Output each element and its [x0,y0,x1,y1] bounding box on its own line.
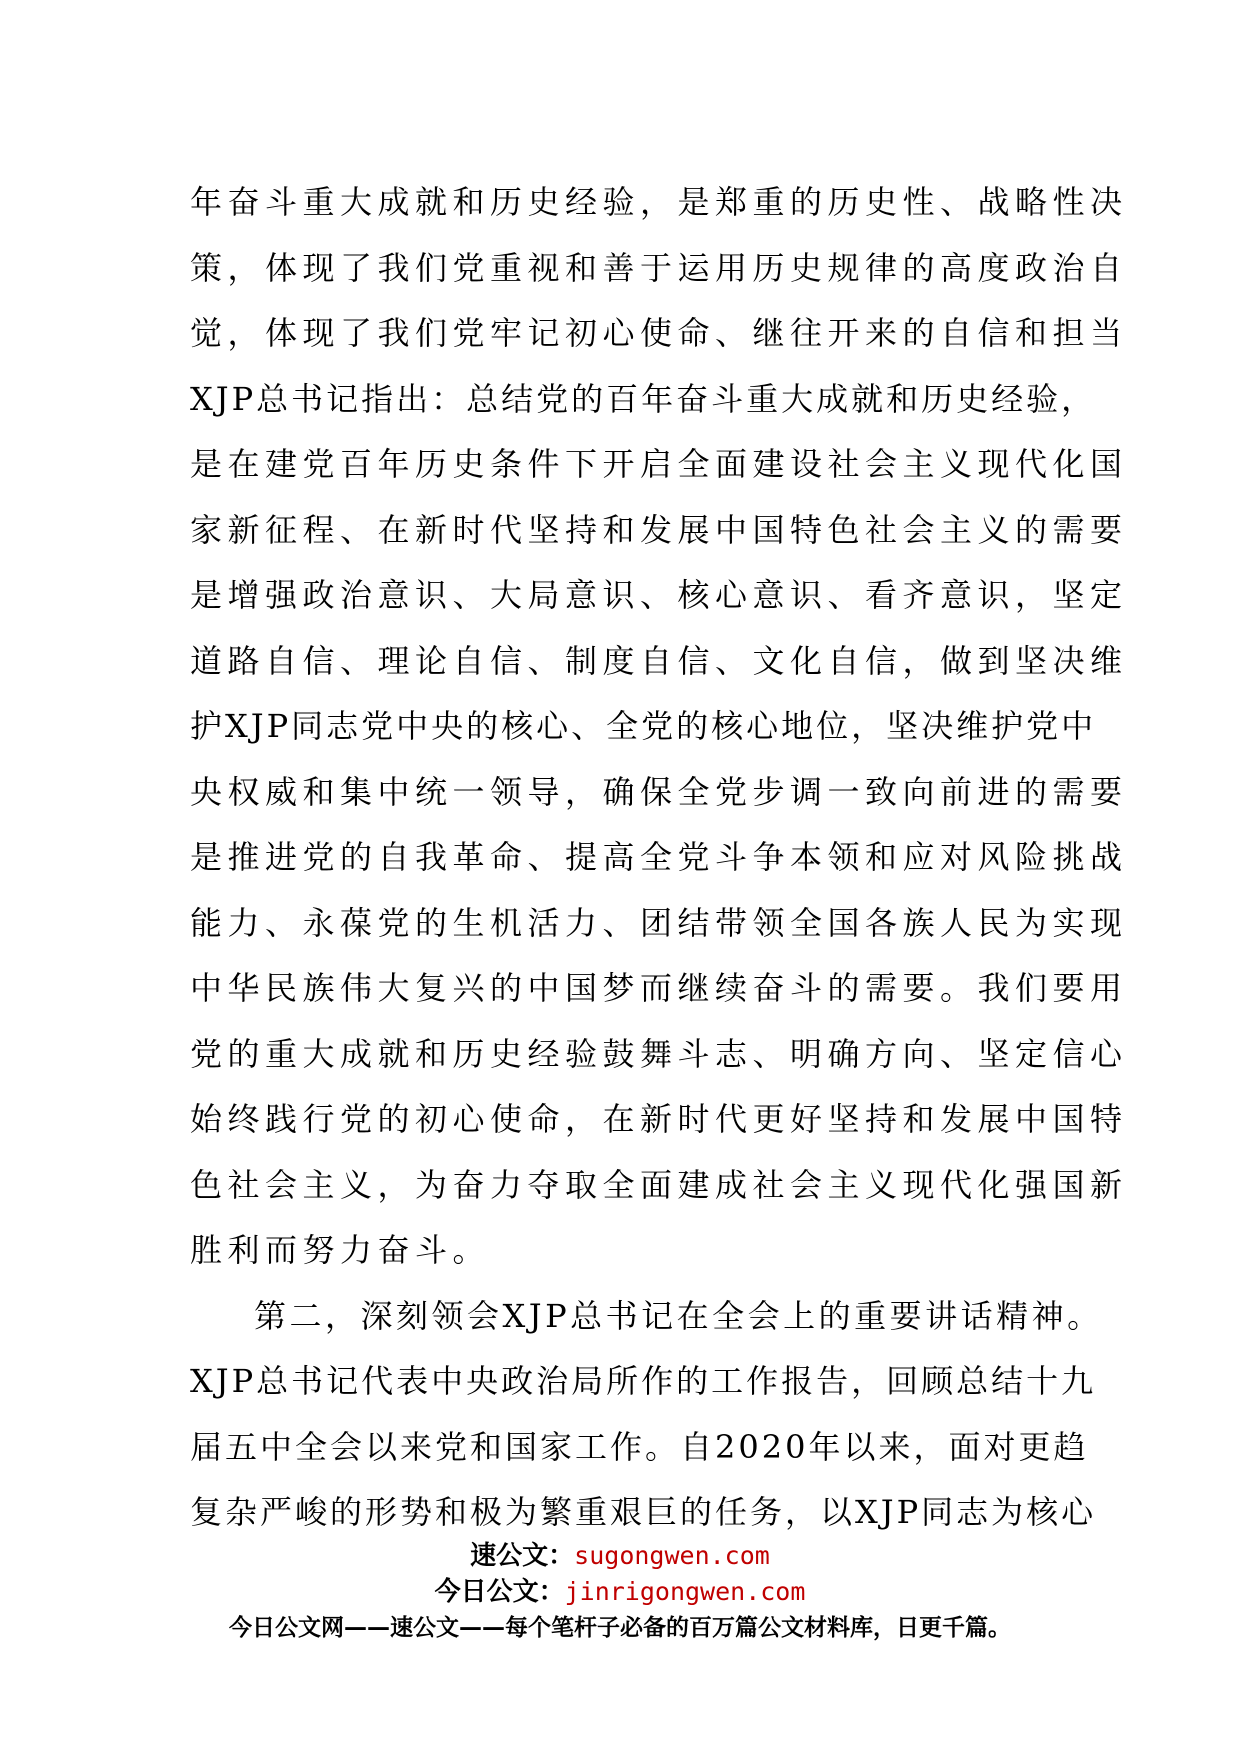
text-line: 是推进党的自我革命、提高全党斗争本领和应对风险挑战 [190,838,1128,876]
footer-slogan: 今日公文网——速公文——每个笔杆子必备的百万篇公文材料库，日更千篇。 [229,1615,1011,1641]
text-line: 是增强政治意识、大局意识、核心意识、看齐意识，坚定 [190,576,1128,614]
footer-jinrigongwen-link[interactable]: jinrigongwen.com [564,1577,806,1606]
footer-jinrigongwen [0,1574,1240,1610]
text-line: 色社会主义，为奋力夺取全面建成社会主义现代化强国新 [190,1165,1128,1204]
text-line: 届五中全会以来党和国家工作。自2020年以来，面对更趋 [190,1427,1089,1466]
text-line: 复杂严峻的形势和极为繁重艰巨的任务，以XJP同志为核心 [190,1493,1097,1531]
text-line: 护XJP同志党中央的核心、全党的核心地位，坚决维护党中 [190,707,1097,745]
text-line: 策，体现了我们党重视和善于运用历史规律的高度政治自 [190,248,1128,287]
text-line: XJP总书记指出：总结党的百年奋斗重大成就和历史经验， [190,379,1097,418]
footer-sugongwen [0,1538,1240,1574]
document-body [190,170,1128,1546]
text-line: 胜利而努力奋斗。 [190,1231,491,1269]
text-line: 家新征程、在新时代坚持和发展中国特色社会主义的需要 [190,510,1128,549]
text-line: 中华民族伟大复兴的中国梦而继续奋斗的需要。我们要用 [190,969,1128,1007]
text-line: 年奋斗重大成就和历史经验，是郑重的历史性、战略性决 [190,183,1128,221]
text-line: 能力、永葆党的生机活力、团结带领全国各族人民为实现 [190,903,1128,942]
text-line: 是在建党百年历史条件下开启全面建设社会主义现代化国 [190,445,1128,483]
footer [0,1538,1240,1646]
footer-jinrigongwen-label: 今日公文： [434,1577,565,1607]
footer-sugongwen-link[interactable]: sugongwen.com [574,1541,770,1570]
section-heading-line: 第二，深刻领会XJP总书记在全会上的重要讲话精神。 [254,1296,1103,1335]
text-line: 始终践行党的初心使命，在新时代更好坚持和发展中国特 [190,1100,1128,1138]
text-line: 道路自信、理论自信、制度自信、文化自信，做到坚决维 [190,641,1128,680]
footer-sugongwen-label: 速公文： [470,1541,575,1571]
text-line: 觉，体现了我们党牢记初心使命、继往开来的自信和担当 [190,314,1128,352]
text-line: 党的重大成就和历史经验鼓舞斗志、明确方向、坚定信心 [190,1034,1128,1073]
text-line: 央权威和集中统一领导，确保全党步调一致向前进的需要 [190,772,1128,811]
text-line: XJP总书记代表中央政治局所作的工作报告，回顾总结十九 [190,1362,1097,1400]
